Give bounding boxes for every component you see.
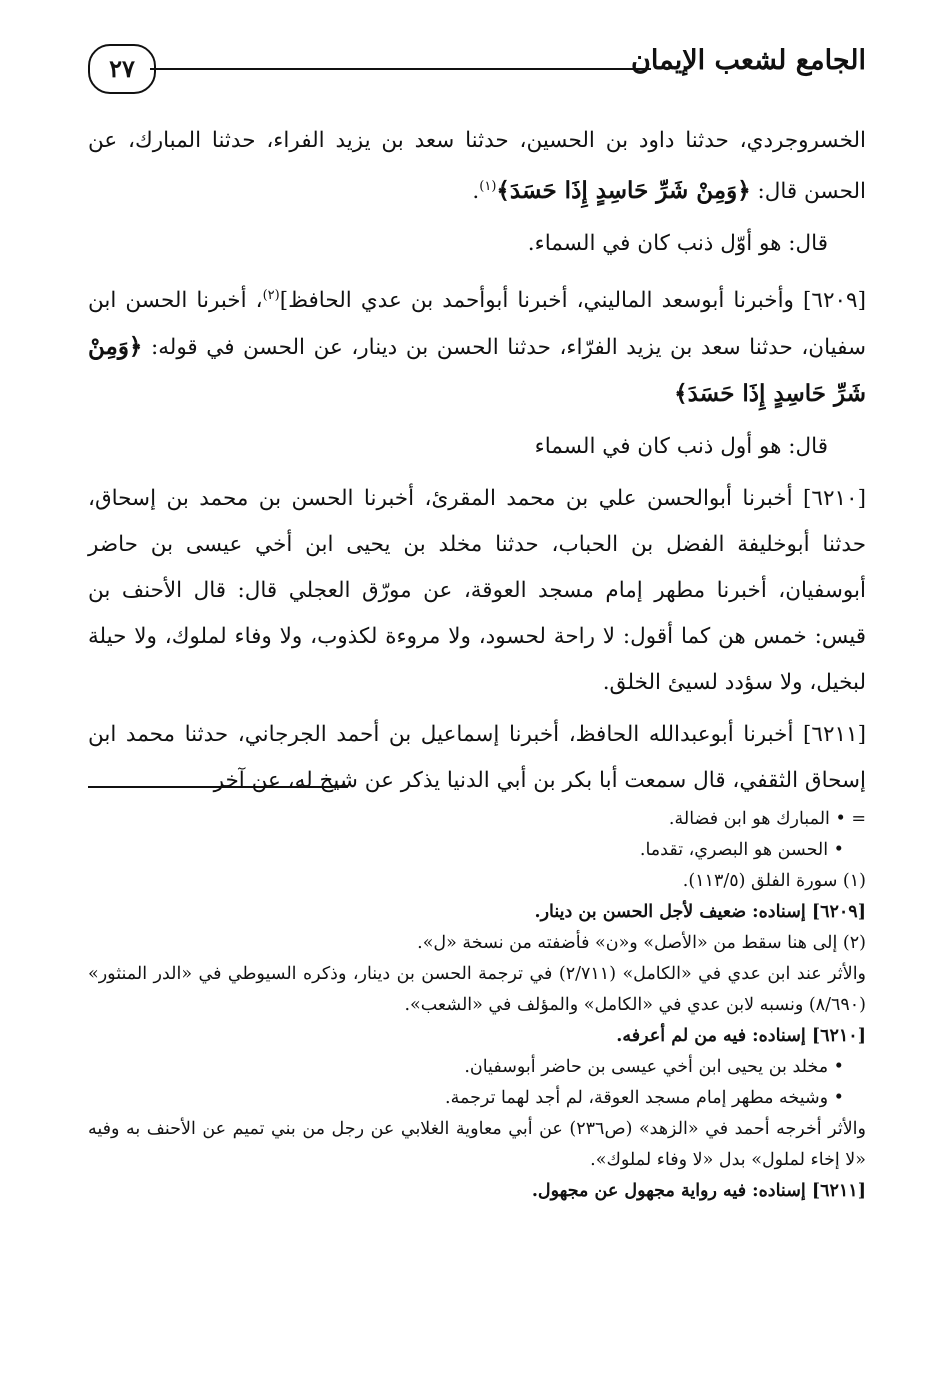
- paragraph-text: أخبرنا أبوعبدالله الحافظ، أخبرنا إسماعيل بن أحمد الجرجاني، حدثنا محمد ابن إسحاق الثقفي، قال سمعت أبا بكر بن أبي الدنيا يذكر عن شيخ له، عن آخر: [88, 722, 866, 794]
- paragraph-saying: قال: هو أوّل ذنب كان في السماء.: [527, 231, 828, 257]
- running-title: الجامع لشعب الإيمان: [631, 45, 866, 76]
- paragraph-text: أخبرنا أبوالحسن علي بن محمد المقرئ، أخبرنا الحسن بن محمد بن إسحاق، حدثنا أبوخليفة الفضل بن الحباب، حدثنا مخلد بن يحيى ابن أخي عيسى بن حاضر أبوسفيان، أخبرنا مطهر إمام مسجد العوقة، عن مورّق العجلي قال: قال الأحنف بن قيس: خمس هن كما أقول: لا راحة لحسود، ولا مروءة لكذوب، ولا وفاء لملوك، ولا حيلة لبخيل، ولا سؤدد لسيئ الخلق.: [88, 486, 866, 696]
- quran-verse: ﴿وَمِنْ شَرِّ حَاسِدٍ إِذَا حَسَدَ﴾: [88, 333, 866, 408]
- footnote-ref: (١): [479, 179, 497, 194]
- footnote-line: والأثر عند ابن عدي في «الكامل» (٢/٧١١) في ترجمة الحسن بن دينار، وذكره السيوطي في «الدر المنثور» (٨/٦٩٠) ونسبه لابن عدي في «الكامل» والمؤلف في «الشعب».: [88, 964, 867, 1015]
- main-text: [88, 118, 866, 810]
- book-page: [88, 0, 866, 1375]
- hadith-6210: [88, 476, 866, 706]
- footnotes: [88, 804, 866, 1207]
- hadith-number: [٦٢١١]: [803, 722, 866, 748]
- hadith-6211: [88, 712, 866, 804]
- hadith-number: [٦٢٠٩]: [803, 288, 866, 314]
- paragraph-text: الخسروجردي، حدثنا داود بن الحسين، حدثنا سعد بن يزيد الفراء، حدثنا المبارك، عن الحسن قال:: [88, 128, 866, 205]
- paragraph-saying: قال: هو أول ذنب كان في السماء: [534, 434, 828, 460]
- footnote-line: • وشيخه مطهر إمام مسجد العوقة، لم أجد لهما ترجمة.: [445, 1088, 844, 1108]
- paragraph-text: وأخبرنا أبوسعد الماليني، أخبرنا أبوأحمد بن عدي الحافظ]: [279, 288, 794, 314]
- quran-verse: ﴿وَمِنْ شَرِّ حَاسِدٍ إِذَا حَسَدَ﴾: [496, 177, 751, 205]
- page-number-badge: ٢٧: [88, 44, 156, 94]
- header-rule: [150, 68, 651, 70]
- footnote-line: [٦٢١٠] إسناده: فيه من لم أعرفه.: [616, 1026, 866, 1046]
- page-header: [88, 40, 866, 100]
- footnote-line: (١) سورة الفلق (١١٣/٥).: [682, 871, 866, 891]
- hadith-6209: [88, 273, 866, 418]
- footnote-line: • الحسن هو البصري، تقدما.: [639, 840, 844, 860]
- hadith-number: [٦٢١٠]: [803, 486, 866, 512]
- footnote-divider: [88, 786, 348, 788]
- paragraph-continuation: الخسروجردي، حدثنا داود بن الحسين، حدثنا سعد بن يزيد الفراء، حدثنا المبارك، عن الحسن قال: ﴿وَمِنْ شَرِّ حَاسِدٍ إِذَا حَسَدَ﴾$^{(١)}$.: [88, 128, 866, 205]
- footnote-line: • مخلد بن يحيى ابن أخي عيسى بن حاضر أبوسفيان.: [464, 1057, 844, 1077]
- paragraph-text: ، أخبرنا الحسن ابن سفيان، حدثنا سعد بن يزيد الفرّاء، حدثنا الحسن بن دينار، عن الحسن في قوله:: [88, 288, 866, 361]
- footnote-ref: (٢): [262, 288, 280, 304]
- footnote-line: (٢) إلى هنا سقط من «الأصل» و«ن» فأضفته من نسخة «ل».: [417, 933, 866, 953]
- footnote-line: = • المبارك هو ابن فضالة.: [668, 809, 866, 829]
- footnote-line: والأثر أخرجه أحمد في «الزهد» (ص٢٣٦) عن أبي معاوية الغلابي عن رجل من بني تميم عن الأحنف به وفيه «لا إخاء لملول» بدل «لا وفاء لملوك».: [88, 1119, 866, 1170]
- footnote-line: [٦٢١١] إسناده: فيه رواية مجهول عن مجهول.: [531, 1181, 866, 1201]
- footnote-line: [٦٢٠٩] إسناده: ضعيف لأجل الحسن بن دينار.: [534, 902, 866, 922]
